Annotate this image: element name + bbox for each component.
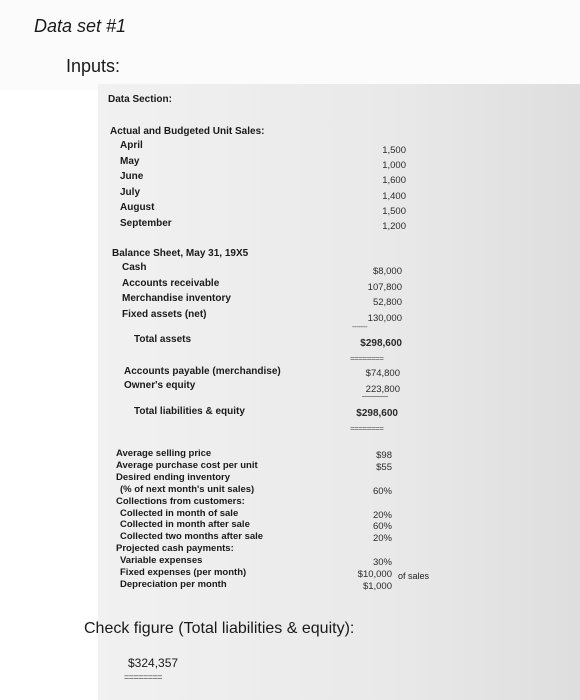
sales-heading: Actual and Budgeted Unit Sales: xyxy=(110,126,265,137)
assumption-row-value: $98 xyxy=(376,450,392,461)
data-section-label: Data Section: xyxy=(108,94,172,105)
assumption-row-value: 30% xyxy=(372,557,392,569)
assumption-row-value: $1,000 xyxy=(362,580,392,592)
spreadsheet-photo xyxy=(98,84,580,700)
total-le-label: Total liabilities & equity xyxy=(134,406,245,417)
asset-row-label: Fixed assets (net) xyxy=(122,308,207,320)
asset-row-value: 52,800 xyxy=(372,297,402,308)
assumption-row-value: $55 xyxy=(376,461,392,473)
sales-row-label: July xyxy=(120,186,141,198)
asset-row-value: 130,000 xyxy=(367,312,402,324)
assumption-row-value: 20% xyxy=(372,533,392,545)
balance-sheet-heading: Balance Sheet, May 31, 19X5 xyxy=(112,248,249,259)
assumption-row-label: Collected two months after sale xyxy=(120,531,264,543)
check-double-rule: ======== xyxy=(124,672,163,682)
sales-row-value: 1,000 xyxy=(382,160,406,172)
asset-row-label: Merchandise inventory xyxy=(122,293,231,304)
asset-row-value: $8,000 xyxy=(372,266,402,277)
inputs-heading: Inputs: xyxy=(66,56,121,76)
total-assets-value: $298,600 xyxy=(360,338,402,349)
liability-row-value: $74,800 xyxy=(365,368,400,379)
assumption-row-label: (% of next month's unit sales) xyxy=(120,483,255,495)
asset-row-value: 107,800 xyxy=(367,281,402,293)
assumption-row-value: 60% xyxy=(372,521,392,533)
assumption-row-value: 20% xyxy=(372,509,392,521)
sales-row-value: 1,500 xyxy=(382,145,406,156)
assumption-row-label: Desired ending inventory xyxy=(116,471,231,483)
assumption-row-label: Variable expenses xyxy=(120,555,203,567)
assumption-row-label: Fixed expenses (per month) xyxy=(120,567,247,578)
assumption-row-label: Average selling price xyxy=(116,448,212,459)
assumption-row-label: Depreciation per month xyxy=(120,578,227,590)
liability-row-label: Accounts payable (merchandise) xyxy=(124,366,281,377)
single-rule: ------- xyxy=(352,322,368,331)
sales-row-label: May xyxy=(120,155,140,167)
sales-row-label: June xyxy=(120,171,144,182)
check-figure-value: $324,357 xyxy=(128,656,179,670)
sales-row-value: 1,500 xyxy=(382,205,406,217)
sales-row-value: 1,200 xyxy=(382,221,406,232)
sales-row-value: 1,400 xyxy=(382,190,406,202)
asset-row-label: Accounts receivable xyxy=(122,277,220,289)
sales-row-label: April xyxy=(120,140,143,151)
total-assets-label: Total assets xyxy=(134,334,192,345)
total-le-value: $298,600 xyxy=(356,408,398,419)
sales-row-value: 1,600 xyxy=(382,175,406,187)
of-sales-note: of sales xyxy=(398,571,430,581)
assumption-row-label: Collected in month of sale xyxy=(120,507,239,519)
assumption-row-value: $10,000 xyxy=(357,569,392,580)
double-rule-2: ======== xyxy=(350,424,384,433)
liability-row-value: 223,800 xyxy=(365,384,400,395)
assumption-row-label: Projected cash payments: xyxy=(116,543,234,555)
sales-row-label: September xyxy=(120,217,172,229)
asset-row-label: Cash xyxy=(122,262,147,273)
assumption-row-label: Collections from customers: xyxy=(116,495,245,507)
liability-row-label: Owner's equity xyxy=(124,380,196,391)
page-title: Data set #1 xyxy=(34,16,127,36)
rule-line xyxy=(362,396,388,397)
check-figure-label: Check figure (Total liabilities & equity): xyxy=(84,620,355,637)
assumption-row-label: Collected in month after sale xyxy=(120,519,250,531)
assumption-row-value: 60% xyxy=(372,485,392,497)
sales-row-label: August xyxy=(120,202,155,213)
assumption-row-label: Average purchase cost per unit xyxy=(116,459,258,471)
double-rule: ======== xyxy=(350,354,384,363)
